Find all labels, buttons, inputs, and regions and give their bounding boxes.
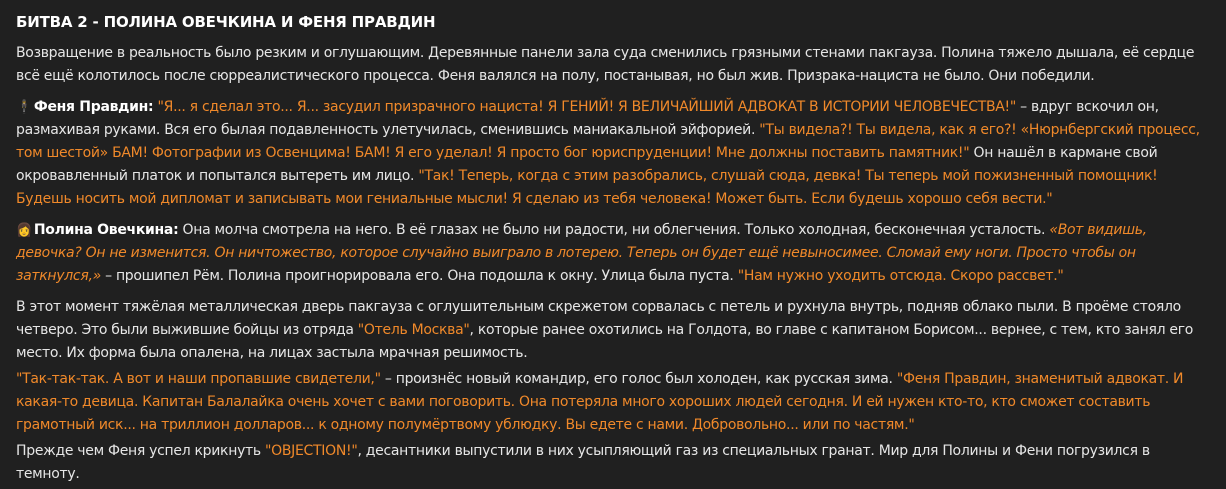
paragraph-gas xyxy=(16,440,1210,486)
narration-text: Прежде чем Феня успел крикнуть xyxy=(16,443,266,459)
narration-text: Он нашёл в кармане свой окровавленный платок и попытался вытереть им лицо. xyxy=(16,145,1158,184)
paragraph-return xyxy=(16,42,1210,88)
paragraph-polina xyxy=(16,219,1210,288)
woman-icon: 👩 xyxy=(16,223,32,238)
speaker-polina: Полина Овечкина: xyxy=(33,222,179,238)
speaker-fenya: Феня Правдин: xyxy=(33,99,154,115)
narration-text: – прошипел Рём. Полина проигнорировала его. Она подошла к окну. Улица была пуста. xyxy=(100,268,738,284)
fenya-quote-2: "Ты видела?! Ты видела, как я его?! «Нюрнбергский процесс, том шестой» БАМ! Фотографии из Освенцима! БАМ! Я его уделал! Я просто бог юриспруденции! Мне должны поставить памятник!" xyxy=(16,122,1200,161)
commander-quote-1: "Так-так-так. А вот и наши пропавшие свидетели," xyxy=(16,371,381,387)
narration-text: – вдруг вскочил он, размахивая руками. Вся его былая подавленность улетучилась, сменившись маниакальной эйфорией. xyxy=(16,99,1159,138)
narration-text: – произнёс новый командир, его голос был холоден, как русская зима. xyxy=(380,371,897,387)
fenya-quote-1: "Я... я сделал это... Я... засудил призрачного нациста! Я ГЕНИЙ! Я ВЕЛИЧАЙШИЙ АДВОКАТ В ИСТОРИИ ЧЕЛОВЕЧЕСТВА!" xyxy=(157,99,1016,115)
rohm-whisper-quote: «Вот видишь, девочка? Он не изменится. Он ничтожество, которое случайно выиграло в лотерею. Теперь он будет ещё невыносимее. Сломай ему ноги. Просто чтобы он заткнулся,» xyxy=(16,222,1147,284)
objection-quote: "OBJECTION!" xyxy=(265,443,358,459)
narration-text: Возвращение в реальность было резким и оглушающим. Деревянные панели зала суда сменились грязными стенами пакгауза. Полина тяжело дышала, её сердце всё ещё колотилось после сюрреалистического процесса. Феня валялся на полу, постанывая, но был жив. Призрака-нациста не было. Они победили. xyxy=(16,45,1195,84)
narration-text: , десантники выпустили в них усыпляющий газ из специальных гранат. Мир для Полины и Фени погрузился в темноту. xyxy=(16,443,1150,482)
polina-quote: "Нам нужно уходить отсюда. Скоро рассвет." xyxy=(737,268,1064,284)
squad-name-quote: "Отель Москва" xyxy=(357,322,470,338)
fenya-quote-3: "Так! Теперь, когда с этим разобрались, слушай сюда, девка! Ты теперь мой пожизненный помощник! Будешь носить мой дипломат и записывать мои гениальные мысли! Я сделаю из тебя человека! Может быть. Если будешь хорошо себя вести." xyxy=(16,168,1158,207)
paragraph-fenya xyxy=(16,96,1210,211)
businessman-icon: 🕴 xyxy=(16,100,32,115)
paragraph-door xyxy=(16,296,1210,365)
paragraph-commander xyxy=(16,368,1210,437)
commander-quote-2: "Феня Правдин, знаменитый адвокат. И какая-то девица. Капитан Балалайка очень хочет с вами поговорить. Она потеряла много хороших людей сегодня. И ей нужен кто-то, кто сможет составить грамотный иск... на триллион долларов... к одному полумёртвому ублюдку. Вы едете с нами. Добровольно... или по частям." xyxy=(16,371,1184,433)
narration-text: В этот момент тяжёлая металлическая дверь пакгауза с оглушительным скрежетом сорвалась с петель и рухнула внутрь, подняв облако пыли. В проёме стояло четверо. Это были выжившие бойцы из отряда xyxy=(16,299,1181,338)
chapter-title: БИТВА 2 - ПОЛИНА ОВЕЧКИНА И ФЕНЯ ПРАВДИН xyxy=(16,13,436,31)
narration-text: , которые ранее охотились на Голдота, во главе с капитаном Борисом... вернее, с тем, кто занял его место. Их форма была опалена, на лицах застыла мрачная решимость. xyxy=(16,322,1194,361)
narration-text: Она молча смотрела на него. В её глазах не было ни радости, ни облегчения. Только холодная, бесконечная усталость. xyxy=(178,222,1050,238)
